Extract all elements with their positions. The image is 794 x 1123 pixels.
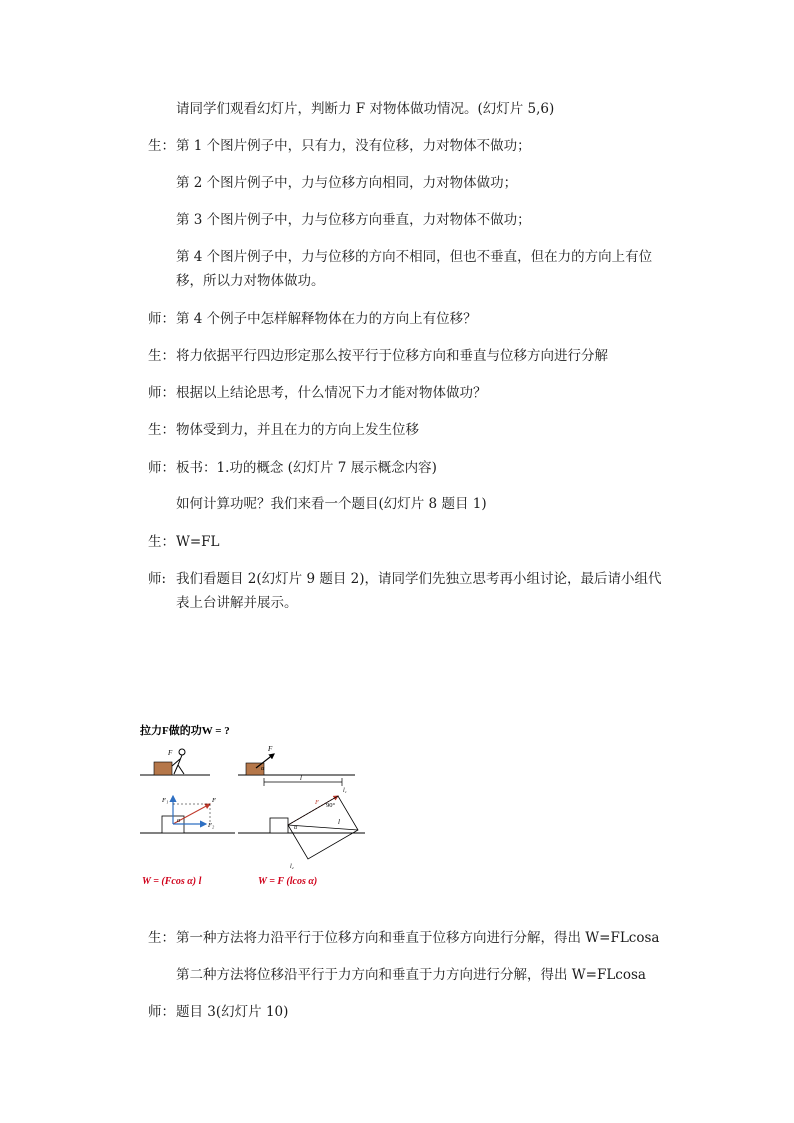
force-label-f2: F₂: [208, 822, 215, 829]
displacement-label-l1-top: l₁: [343, 788, 347, 794]
text-line-5: 第 4 个图片例子中，力与位移的方向不相同，但也不垂直，但在力的方向上有位: [176, 249, 653, 265]
force-label-f1: F₁: [162, 797, 169, 804]
text-line-15: 表上台讲解并展示。: [176, 595, 298, 611]
force-label-f-4: F: [315, 799, 319, 806]
displacement-scene: [238, 745, 355, 794]
work-decomposition-figure: [140, 718, 380, 893]
text-line-8: 生：将力依据平行四边形定那么按平行于位移方向和垂直与位移方向进行分解: [148, 348, 608, 364]
angle-label-2: α: [177, 818, 181, 824]
angle-label-1: α: [261, 766, 265, 772]
text-line-9: 师：根据以上结论思考，什么情况下力才能对物体做功？: [148, 385, 487, 401]
figure-title: 拉力F做的功W = ?: [140, 725, 230, 737]
text-line-2: 生：第 1 个图片例子中，只有力，没有位移，力对物体不做功；: [148, 138, 531, 154]
text-line-4: 第 3 个图片例子中，力与位移方向垂直，力对物体不做功；: [176, 212, 531, 228]
force-label-f-2: F: [268, 745, 273, 753]
text-line-12: 如何计算功呢？我们来看一个题目(幻灯片 8 题目 1): [176, 496, 487, 512]
text-line-13: 生：W=FL: [148, 534, 220, 550]
text-line-17: 第二种方法将位移沿平行于力方向和垂直于力方向进行分解，得出 W=FLcosa: [176, 967, 646, 983]
force-label-f-3: F: [212, 797, 216, 804]
formula-force-decomposition: W = (Fcos α) l: [142, 876, 202, 887]
text-line-6: 移，所以力对物体做功。: [176, 273, 325, 289]
force-decomposition: [140, 796, 235, 833]
formula-displacement-decomposition: W = F (lcos α): [258, 876, 318, 887]
text-line-3: 第 2 个图片例子中，力与位移方向相同，力对物体做功；: [176, 175, 518, 191]
text-line-1: 请同学们观看幻灯片，判断力 F 对物体做功情况。(幻灯片 5,6): [176, 101, 555, 117]
text-line-14: 师: 我们看题目 2(幻灯片 9 题目 2)，请同学们先独立思考再小组讨论，最后请小组代: [148, 571, 662, 587]
pulling-scene: [140, 749, 210, 775]
text-line-18: 师：题目 3(幻灯片 10): [148, 1004, 289, 1020]
text-line-10: 生：物体受到力，并且在力的方向上发生位移: [148, 422, 419, 438]
text-line-16: 生：第一种方法将力沿平行于位移方向和垂直于位移方向进行分解，得出 W=FLcosa: [148, 930, 660, 946]
force-label-f-1: F: [168, 749, 173, 757]
text-line-11: 师：板书：1.功的概念 (幻灯片 7 展示概念内容): [148, 460, 437, 476]
displacement-label-l2: l₂: [290, 864, 294, 870]
angle-label-90: 90°: [326, 802, 336, 809]
displacement-decomposition: [238, 796, 365, 870]
displacement-label-l-2: l: [338, 818, 340, 826]
angle-label-3: α: [294, 825, 298, 831]
displacement-label-l-1: l: [300, 774, 302, 782]
text-line-7: 师：第 4 个例子中怎样解释物体在力的方向上有位移？: [148, 311, 477, 327]
